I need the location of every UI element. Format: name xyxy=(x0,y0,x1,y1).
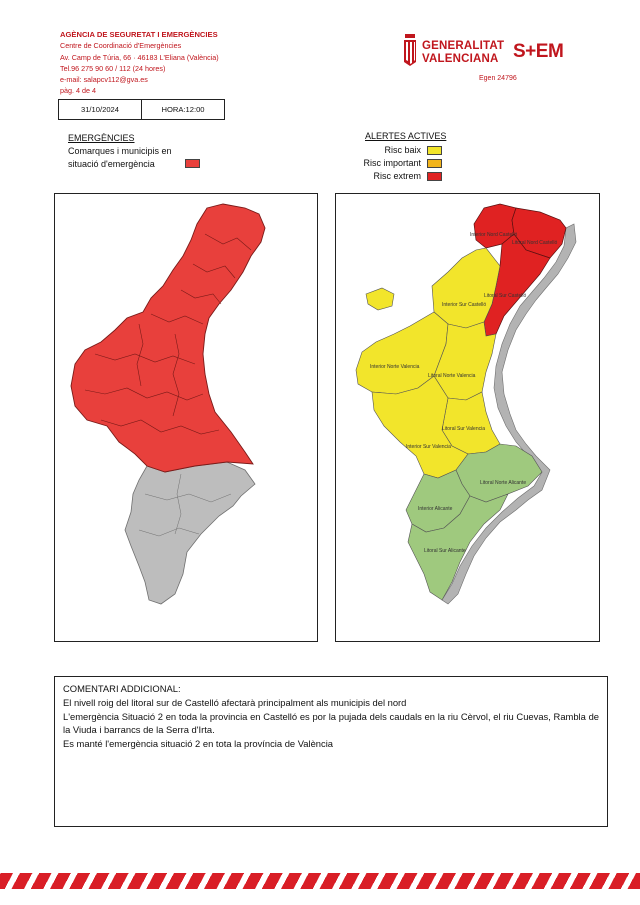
logo-line-1: GENERALITAT xyxy=(422,40,505,52)
comment-line: El nivell roig del litoral sur de Castelló afectarà principalment als municipis del nord xyxy=(63,696,407,708)
zone-label: Litoral Norte Alicante xyxy=(480,480,527,486)
alert-color-swatch xyxy=(427,172,442,181)
alert-level-low xyxy=(384,145,442,155)
alert-color-swatch xyxy=(427,146,442,155)
alert-level-important xyxy=(363,158,442,168)
alerts-map xyxy=(336,194,599,641)
zone-label: Interior Norte Valencia xyxy=(370,364,420,370)
date-time-box xyxy=(58,99,225,120)
zone-label: Litoral Sur Castelló xyxy=(484,293,527,299)
comment-line: L'emergència Situació 2 en toda la provincia en Castelló es por la pujada dels caudals en la riu Cèrvol, el riu Cuevas, Rambla de la Viuda i barrancs de la Serra d'Irta. xyxy=(63,710,599,736)
zone-label: Interior Nord Castelló xyxy=(470,232,518,238)
emergency-color-swatch xyxy=(185,159,200,168)
alert-color-swatch xyxy=(427,159,442,168)
comment-title: COMENTARI ADDICIONAL: xyxy=(63,683,181,694)
alert-level-extreme xyxy=(373,171,442,181)
comment-line: Es manté l'emergència situació 2 en tota la província de València xyxy=(63,738,333,750)
alerts-title: ALERTES ACTIVES xyxy=(365,131,447,141)
alert-level-label: Risc extrem xyxy=(373,171,421,181)
emergencies-title: EMERGÈNCIES xyxy=(68,133,135,143)
email-link[interactable]: e-mail: salapcv112@gva.es xyxy=(60,75,148,84)
address: Av. Camp de Túria, 66 · 46183 L'Eliana (València) xyxy=(60,53,219,62)
alerts-map-panel xyxy=(335,193,600,642)
comment-box xyxy=(54,676,608,827)
emergency-map xyxy=(55,194,317,641)
date-value: 31/10/2024 xyxy=(80,105,119,114)
agency-name: AGÈNCIA DE SEGURETAT I EMERGÈNCIES xyxy=(60,30,218,39)
zone-label: Interior Sur Valencia xyxy=(406,444,451,450)
generalitat-emblem-icon xyxy=(402,32,418,68)
emergency-map-panel xyxy=(54,193,318,642)
egen-code: Egen 24796 xyxy=(479,75,517,82)
zone-label: Litoral Nord Castelló xyxy=(512,240,558,246)
sem-logo: S+EM xyxy=(513,41,564,62)
zone-label: Litoral Sur Valencia xyxy=(442,426,485,432)
generalitat-logo xyxy=(422,40,504,65)
page-number: pàg. 4 de 4 xyxy=(60,86,96,95)
alert-level-label: Risc baix xyxy=(384,145,421,155)
phone: Tel.96 275 90 60 / 112 (24 hores) xyxy=(60,64,166,73)
time-value: HORA:12:00 xyxy=(141,100,224,119)
zone-label: Interior Alicante xyxy=(418,506,453,512)
zone-label: Litoral Norte Valencia xyxy=(428,373,476,379)
alert-level-label: Risc important xyxy=(363,158,421,168)
footer-stripes xyxy=(0,873,640,889)
zone-enclave xyxy=(366,288,394,310)
logo-line-2: VALENCIANA xyxy=(422,52,499,65)
map-region-south xyxy=(125,462,255,604)
center-name: Centre de Coordinació d'Emergències xyxy=(60,41,182,50)
zone-label: Litoral Sur Alicante xyxy=(424,548,466,554)
map-region-emergency xyxy=(71,204,265,472)
emergencies-description: Comarques i municipis en situació d'emergència xyxy=(68,146,172,169)
zone-label: Interior Sur Castelló xyxy=(442,302,487,308)
